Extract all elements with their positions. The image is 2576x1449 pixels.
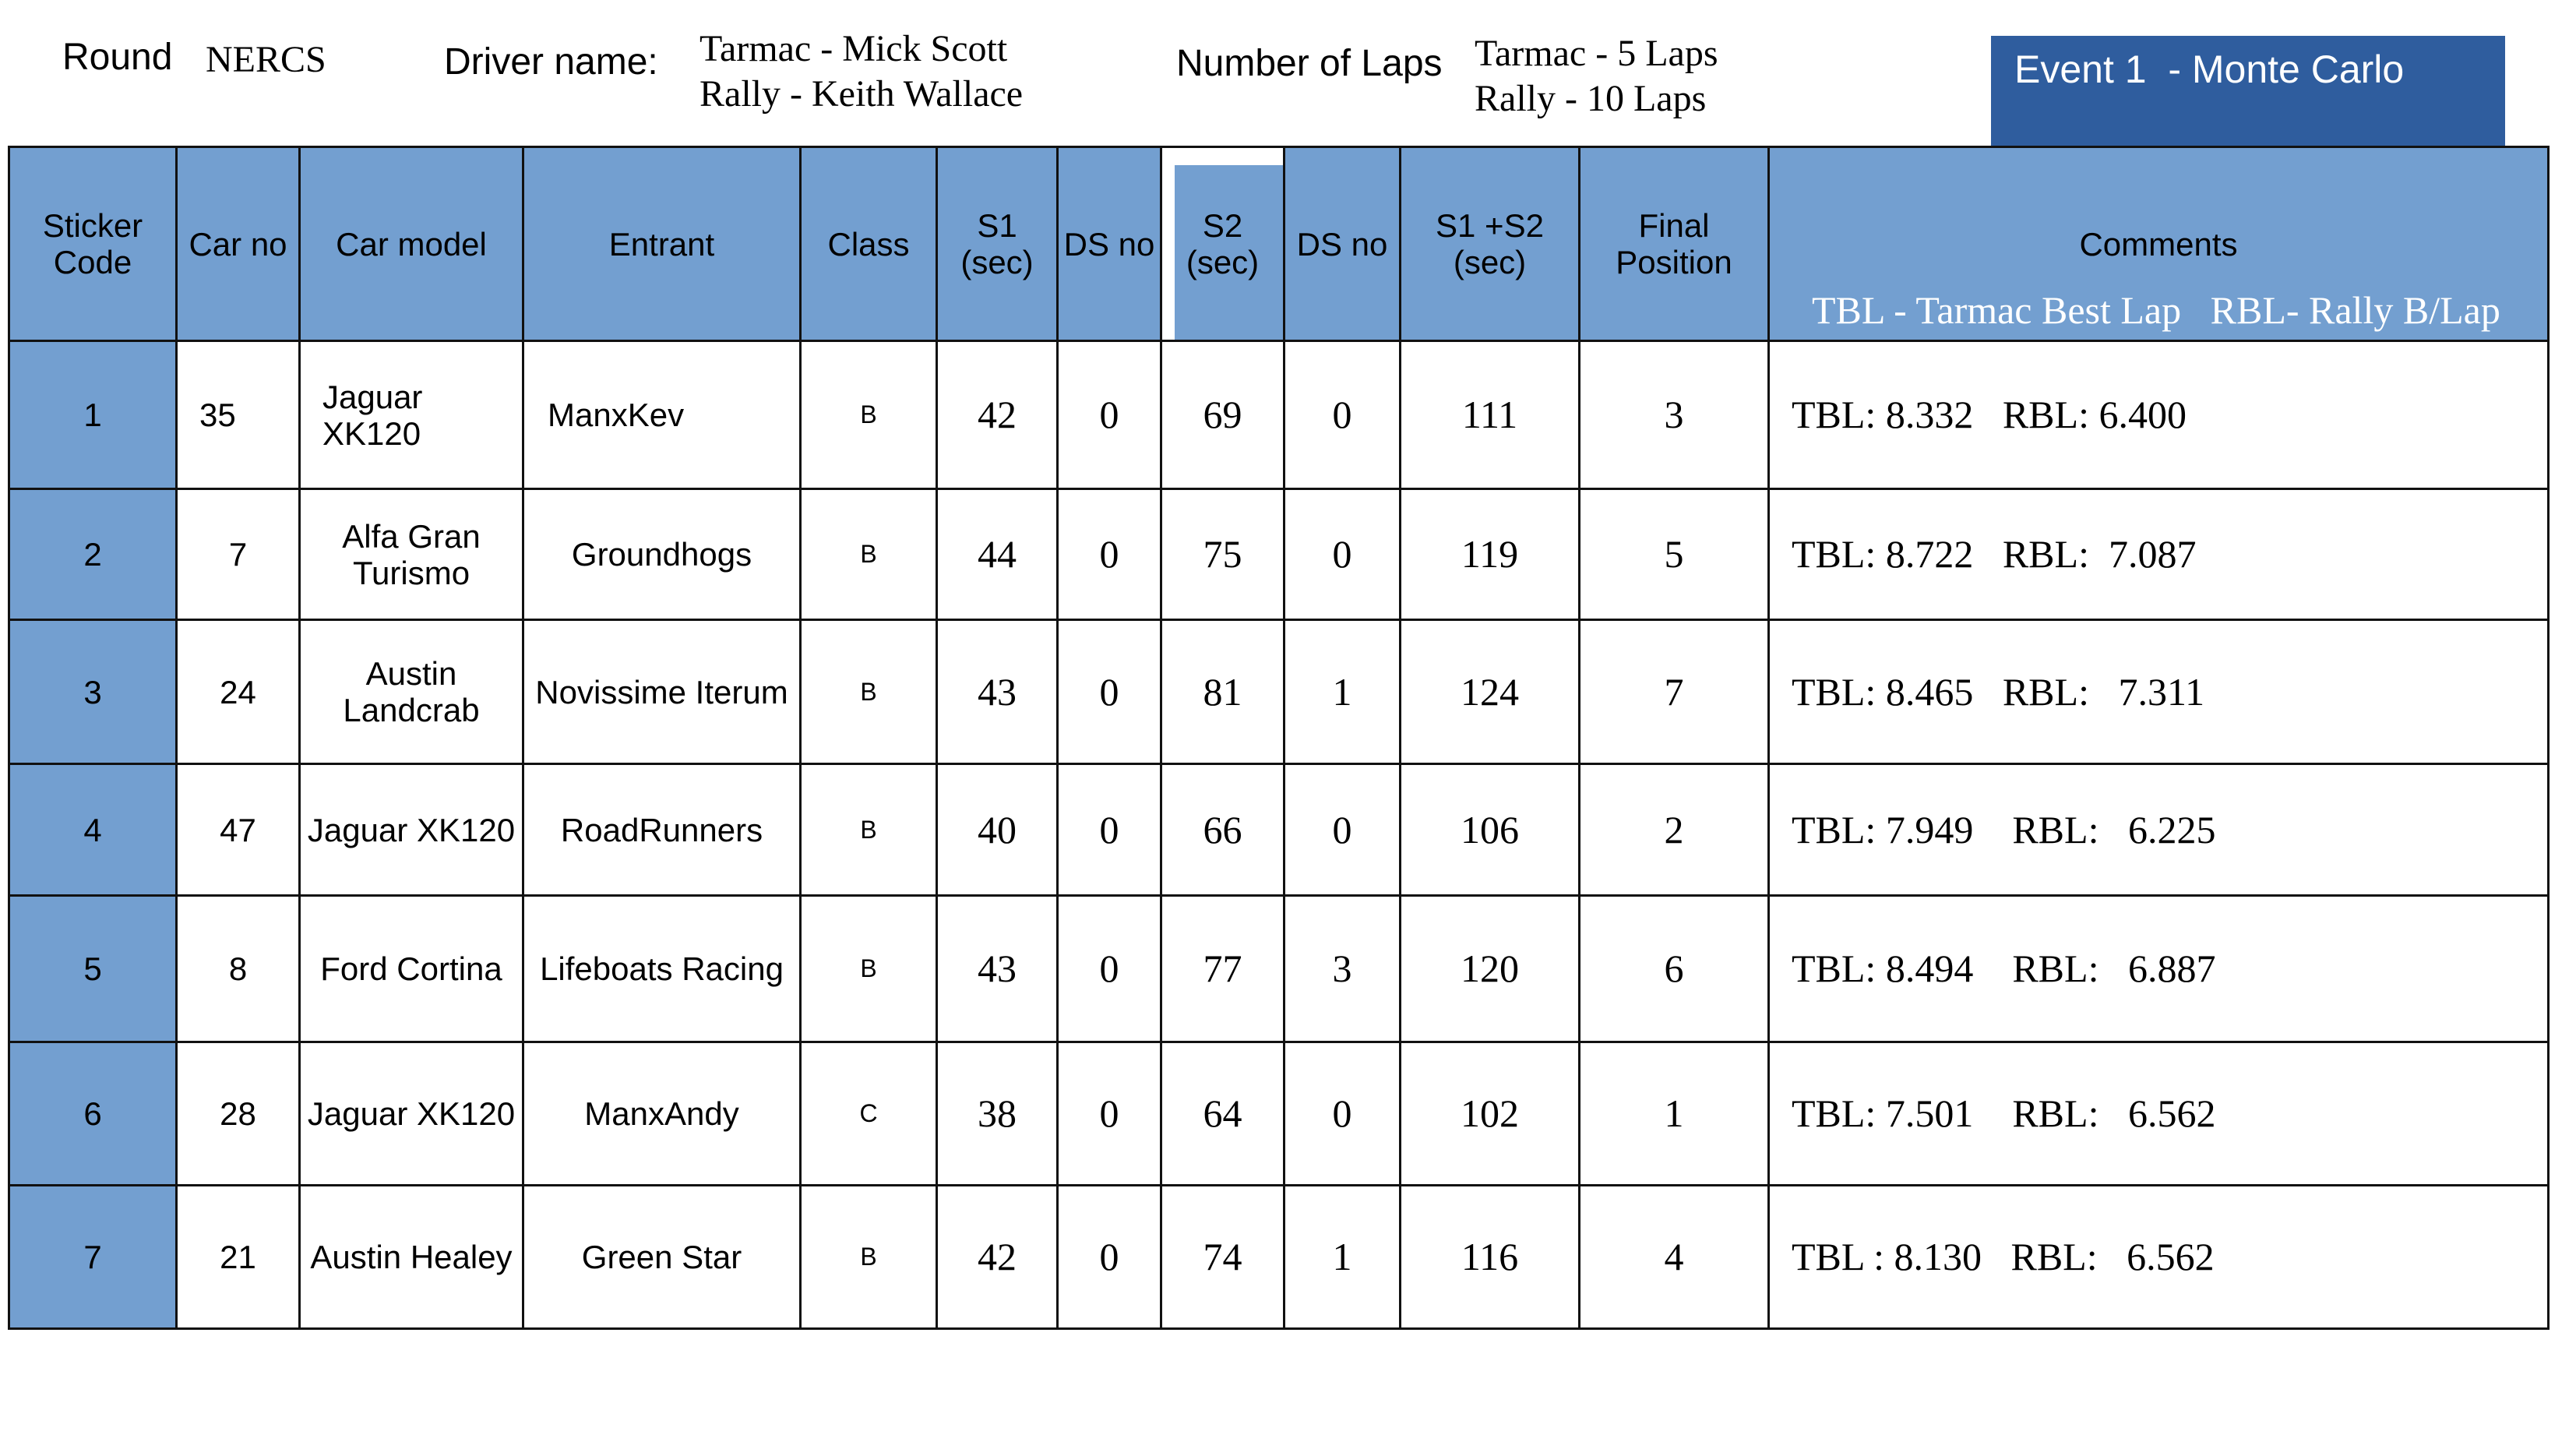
col-final-position: Final Position xyxy=(1580,147,1769,341)
col-ds2: DS no xyxy=(1284,147,1401,341)
entrant: Lifeboats Racing xyxy=(523,896,801,1042)
car-no: 21 xyxy=(177,1186,300,1329)
total-time: 116 xyxy=(1401,1186,1580,1329)
car-model: Ford Cortina xyxy=(300,896,523,1042)
sticker-code: 7 xyxy=(9,1186,177,1329)
comments-legend: TBL - Tarmac Best Lap RBL- Rally B/Lap xyxy=(1812,288,2500,332)
ds1-count: 0 xyxy=(1058,489,1161,620)
ds1-count: 0 xyxy=(1058,764,1161,896)
sticker-code: 5 xyxy=(9,896,177,1042)
car-model: Austin Healey xyxy=(300,1186,523,1329)
table-row xyxy=(9,341,2549,489)
driver-rally: Rally - Keith Wallace xyxy=(700,73,1024,115)
ds2-count: 1 xyxy=(1284,620,1401,764)
sticker-code: 6 xyxy=(9,1042,177,1186)
total-time: 106 xyxy=(1401,764,1580,896)
class: C xyxy=(801,1042,937,1186)
comment: TBL : 8.130 RBL: 6.562 xyxy=(1769,1186,2549,1329)
ds2-count: 3 xyxy=(1284,896,1401,1042)
col-sticker-code: Sticker Code xyxy=(9,147,177,341)
s2-time: 81 xyxy=(1161,620,1284,764)
car-model: Austin Landcrab xyxy=(300,620,523,764)
s2-time: 77 xyxy=(1161,896,1284,1042)
comment: TBL: 7.501 RBL: 6.562 xyxy=(1769,1042,2549,1186)
car-no: 35 xyxy=(177,341,300,489)
entrant: Green Star xyxy=(523,1186,801,1329)
col-comments-label: Comments xyxy=(2079,225,2238,263)
car-model: Alfa Gran Turismo xyxy=(300,489,523,620)
results-table xyxy=(8,146,2550,1330)
entrant: ManxKev xyxy=(523,341,801,489)
car-no: 8 xyxy=(177,896,300,1042)
car-model: Jaguar XK120 xyxy=(300,1042,523,1186)
s2-time: 66 xyxy=(1161,764,1284,896)
entrant: RoadRunners xyxy=(523,764,801,896)
ds2-count: 0 xyxy=(1284,341,1401,489)
class: B xyxy=(801,764,937,896)
col-s2-label: S2 (sec) xyxy=(1186,207,1260,280)
s2-time: 64 xyxy=(1161,1042,1284,1186)
table-header-row xyxy=(9,147,2549,341)
s1-time: 42 xyxy=(937,341,1058,489)
total-time: 120 xyxy=(1401,896,1580,1042)
ds1-count: 0 xyxy=(1058,341,1161,489)
entrant: Groundhogs xyxy=(523,489,801,620)
class: B xyxy=(801,489,937,620)
s2-time: 74 xyxy=(1161,1186,1284,1329)
final-position: 3 xyxy=(1580,341,1769,489)
s1-time: 38 xyxy=(937,1042,1058,1186)
total-time: 119 xyxy=(1401,489,1580,620)
final-position: 2 xyxy=(1580,764,1769,896)
car-model: Jaguar XK120 xyxy=(300,341,523,489)
driver-label: Driver name: xyxy=(444,41,658,83)
round-value: NERCS xyxy=(206,39,326,80)
ds1-count: 0 xyxy=(1058,1042,1161,1186)
class: B xyxy=(801,1186,937,1329)
car-no: 28 xyxy=(177,1042,300,1186)
comment: TBL: 8.465 RBL: 7.311 xyxy=(1769,620,2549,764)
col-s2 xyxy=(1161,147,1284,341)
sticker-code: 1 xyxy=(9,341,177,489)
s1-time: 44 xyxy=(937,489,1058,620)
car-no: 47 xyxy=(177,764,300,896)
laps-label: Number of Laps xyxy=(1176,43,1443,84)
ds1-count: 0 xyxy=(1058,896,1161,1042)
entrant: Novissime Iterum xyxy=(523,620,801,764)
ds2-count: 1 xyxy=(1284,1186,1401,1329)
final-position: 4 xyxy=(1580,1186,1769,1329)
col-s1s2: S1 +S2 (sec) xyxy=(1401,147,1580,341)
car-no: 7 xyxy=(177,489,300,620)
ds2-count: 0 xyxy=(1284,489,1401,620)
table-row xyxy=(9,896,2549,1042)
comment: TBL: 8.722 RBL: 7.087 xyxy=(1769,489,2549,620)
final-position: 6 xyxy=(1580,896,1769,1042)
col-class: Class xyxy=(801,147,937,341)
comment: TBL: 7.949 RBL: 6.225 xyxy=(1769,764,2549,896)
s1-time: 43 xyxy=(937,620,1058,764)
total-time: 111 xyxy=(1401,341,1580,489)
final-position: 7 xyxy=(1580,620,1769,764)
car-model: Jaguar XK120 xyxy=(300,764,523,896)
class: B xyxy=(801,341,937,489)
col-s1: S1 (sec) xyxy=(937,147,1058,341)
comment: TBL: 8.494 RBL: 6.887 xyxy=(1769,896,2549,1042)
entrant: ManxAndy xyxy=(523,1042,801,1186)
table-row xyxy=(9,1042,2549,1186)
ds1-count: 0 xyxy=(1058,1186,1161,1329)
class: B xyxy=(801,896,937,1042)
sticker-code: 2 xyxy=(9,489,177,620)
table-row xyxy=(9,764,2549,896)
col-comments xyxy=(1769,147,2549,341)
class: B xyxy=(801,620,937,764)
col-entrant: Entrant xyxy=(523,147,801,341)
s1-time: 40 xyxy=(937,764,1058,896)
col-car-no: Car no xyxy=(177,147,300,341)
sticker-code: 4 xyxy=(9,764,177,896)
laps-tarmac: Tarmac - 5 Laps xyxy=(1475,33,1718,74)
laps-rally: Rally - 10 Laps xyxy=(1475,78,1707,119)
total-time: 102 xyxy=(1401,1042,1580,1186)
table-row xyxy=(9,620,2549,764)
col-ds1: DS no xyxy=(1058,147,1161,341)
ds2-count: 0 xyxy=(1284,764,1401,896)
event-banner: Event 1 - Monte Carlo xyxy=(1991,36,2505,146)
s2-time: 75 xyxy=(1161,489,1284,620)
sticker-code: 3 xyxy=(9,620,177,764)
ds1-count: 0 xyxy=(1058,620,1161,764)
driver-tarmac: Tarmac - Mick Scott xyxy=(700,28,1008,69)
col-car-model: Car model xyxy=(300,147,523,341)
ds2-count: 0 xyxy=(1284,1042,1401,1186)
car-no: 24 xyxy=(177,620,300,764)
s1-time: 43 xyxy=(937,896,1058,1042)
final-position: 5 xyxy=(1580,489,1769,620)
s2-time: 69 xyxy=(1161,341,1284,489)
round-label: Round xyxy=(62,37,173,78)
table-row xyxy=(9,1186,2549,1329)
final-position: 1 xyxy=(1580,1042,1769,1186)
total-time: 124 xyxy=(1401,620,1580,764)
table-row xyxy=(9,489,2549,620)
s1-time: 42 xyxy=(937,1186,1058,1329)
comment: TBL: 8.332 RBL: 6.400 xyxy=(1769,341,2549,489)
